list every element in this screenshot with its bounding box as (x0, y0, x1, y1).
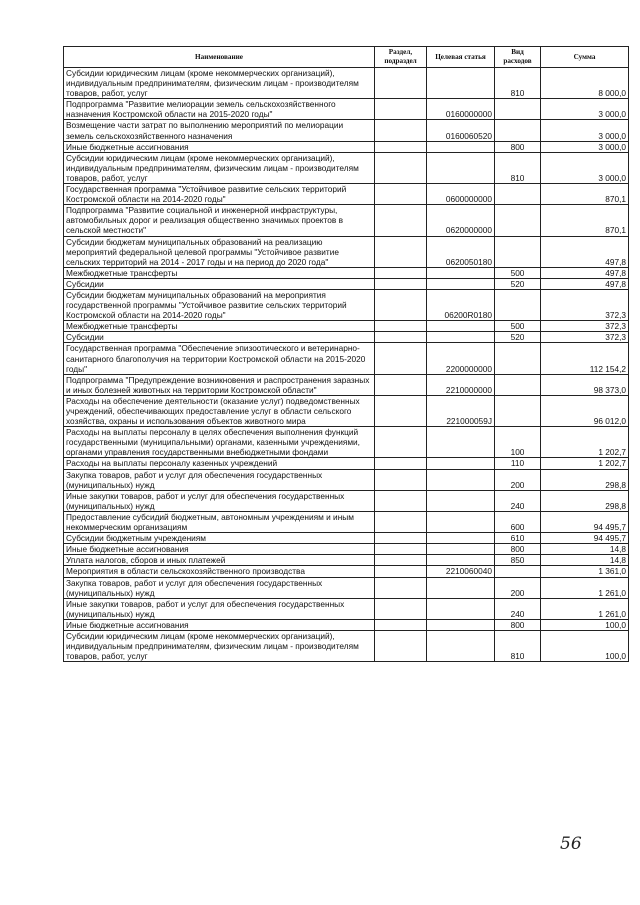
cell-name: Расходы на обеспечение деятельности (оказание услуг) подведомственных учреждений, обеспечивающих предоставление услуг в области сельского хозяйства, охраны и использования объектов животного мира (64, 395, 375, 426)
cell-amount: 298,8 (541, 469, 629, 490)
table-row (64, 544, 629, 555)
cell-section (375, 289, 427, 320)
cell-amount: 372,3 (541, 321, 629, 332)
table-row (64, 511, 629, 532)
cell-type: 240 (495, 598, 541, 619)
cell-section (375, 427, 427, 458)
cell-type (495, 374, 541, 395)
cell-type: 200 (495, 469, 541, 490)
cell-code (427, 544, 495, 555)
cell-code: 0160060520 (427, 120, 495, 141)
cell-section (375, 236, 427, 267)
cell-name: Иные бюджетные ассигнования (64, 141, 375, 152)
cell-code (427, 267, 495, 278)
table-row (64, 184, 629, 205)
cell-type (495, 289, 541, 320)
cell-name: Субсидии бюджетным учреждениям (64, 533, 375, 544)
cell-code: 2210060040 (427, 566, 495, 577)
cell-section (375, 267, 427, 278)
cell-name: Иные бюджетные ассигнования (64, 619, 375, 630)
cell-type: 800 (495, 544, 541, 555)
budget-table (63, 46, 629, 662)
table-row (64, 120, 629, 141)
table-row (64, 490, 629, 511)
cell-name: Субсидии юридическим лицам (кроме некоммерческих организаций), индивидуальным предпринимателям, физическим лицам - производителям товаров, работ, услуг (64, 68, 375, 99)
table-row (64, 395, 629, 426)
cell-code: 2200000000 (427, 343, 495, 374)
cell-type (495, 395, 541, 426)
cell-amount: 94 495,7 (541, 533, 629, 544)
cell-type: 520 (495, 332, 541, 343)
cell-name: Субсидии (64, 332, 375, 343)
cell-name: Субсидии бюджетам муниципальных образований на реализацию мероприятий федеральной целевой программы "Устойчивое развитие сельских территорий на 2014 - 2017 годы и на период до 2020 года" (64, 236, 375, 267)
cell-amount: 870,1 (541, 205, 629, 236)
cell-code (427, 598, 495, 619)
header-name: Наименование (64, 47, 375, 68)
cell-code (427, 469, 495, 490)
cell-amount: 497,8 (541, 236, 629, 267)
page-number: 56 (560, 834, 582, 854)
cell-code: 221000059J (427, 395, 495, 426)
cell-code: 0620000000 (427, 205, 495, 236)
table-row (64, 289, 629, 320)
cell-code: 0600000000 (427, 184, 495, 205)
cell-code (427, 490, 495, 511)
cell-amount: 3 000,0 (541, 120, 629, 141)
table-row (64, 566, 629, 577)
cell-name: Мероприятия в области сельскохозяйственного производства (64, 566, 375, 577)
table-row (64, 427, 629, 458)
cell-section (375, 68, 427, 99)
cell-type (495, 120, 541, 141)
cell-type: 610 (495, 533, 541, 544)
cell-type: 110 (495, 458, 541, 469)
cell-amount: 870,1 (541, 184, 629, 205)
cell-amount: 98 373,0 (541, 374, 629, 395)
table-row (64, 343, 629, 374)
cell-section (375, 598, 427, 619)
cell-amount: 1 261,0 (541, 598, 629, 619)
table-row (64, 141, 629, 152)
cell-amount: 298,8 (541, 490, 629, 511)
cell-amount: 8 000,0 (541, 68, 629, 99)
cell-section (375, 533, 427, 544)
cell-section (375, 555, 427, 566)
cell-amount: 1 202,7 (541, 427, 629, 458)
cell-type: 500 (495, 321, 541, 332)
table-row (64, 577, 629, 598)
cell-section (375, 99, 427, 120)
cell-section (375, 321, 427, 332)
cell-section (375, 184, 427, 205)
table-row (64, 236, 629, 267)
cell-code (427, 630, 495, 661)
cell-section (375, 469, 427, 490)
cell-name: Подпрограмма "Развитие социальной и инженерной инфраструктуры, автомобильных дорог и реализация общественно значимых проектов в сельской местности" (64, 205, 375, 236)
table-row (64, 278, 629, 289)
cell-code (427, 321, 495, 332)
cell-amount: 100,0 (541, 630, 629, 661)
cell-name: Субсидии юридическим лицам (кроме некоммерческих организаций), индивидуальным предпринимателям, физическим лицам - производителям товаров, работ, услуг (64, 152, 375, 183)
cell-code (427, 68, 495, 99)
table-row (64, 630, 629, 661)
table-row (64, 598, 629, 619)
cell-amount: 372,3 (541, 332, 629, 343)
cell-type: 800 (495, 619, 541, 630)
cell-amount: 3 000,0 (541, 152, 629, 183)
table-row (64, 99, 629, 120)
cell-type: 200 (495, 577, 541, 598)
cell-section (375, 544, 427, 555)
table-row (64, 469, 629, 490)
cell-amount: 1 202,7 (541, 458, 629, 469)
cell-name: Предоставление субсидий бюджетным, автономным учреждениям и иным некоммерческим организациям (64, 511, 375, 532)
cell-section (375, 630, 427, 661)
cell-section (375, 141, 427, 152)
cell-code (427, 511, 495, 532)
cell-type (495, 205, 541, 236)
cell-type: 810 (495, 152, 541, 183)
cell-name: Закупка товаров, работ и услуг для обеспечения государственных (муниципальных) нужд (64, 577, 375, 598)
cell-amount: 3 000,0 (541, 141, 629, 152)
cell-name: Возмещение части затрат по выполнению мероприятий по мелиорации земель сельскохозяйственного назначения (64, 120, 375, 141)
table-row (64, 555, 629, 566)
cell-amount: 1 261,0 (541, 577, 629, 598)
cell-section (375, 490, 427, 511)
header-section: Раздел, подраздел (375, 47, 427, 68)
cell-code (427, 458, 495, 469)
cell-section (375, 152, 427, 183)
cell-amount: 3 000,0 (541, 99, 629, 120)
cell-name: Субсидии (64, 278, 375, 289)
cell-amount: 112 154,2 (541, 343, 629, 374)
cell-section (375, 374, 427, 395)
cell-type: 810 (495, 630, 541, 661)
cell-code (427, 619, 495, 630)
cell-amount: 100,0 (541, 619, 629, 630)
cell-code (427, 332, 495, 343)
table-row (64, 458, 629, 469)
table-body (64, 68, 629, 662)
cell-type (495, 99, 541, 120)
cell-name: Подпрограмма "Развитие мелиорации земель сельскохозяйственного назначения Костромской области на 2015-2020 годы" (64, 99, 375, 120)
cell-type: 240 (495, 490, 541, 511)
cell-code: 2210000000 (427, 374, 495, 395)
cell-code (427, 152, 495, 183)
table-row (64, 533, 629, 544)
cell-section (375, 278, 427, 289)
cell-type (495, 343, 541, 374)
cell-code (427, 555, 495, 566)
cell-name: Расходы на выплаты персоналу в целях обеспечения выполнения функций государственными (муниципальными) органами, казенными учреждениями, органами управления государственными внебюджетными фондами (64, 427, 375, 458)
cell-code (427, 577, 495, 598)
cell-type: 600 (495, 511, 541, 532)
cell-section (375, 511, 427, 532)
cell-name: Расходы на выплаты персоналу казенных учреждений (64, 458, 375, 469)
cell-code (427, 141, 495, 152)
cell-section (375, 205, 427, 236)
cell-amount: 497,8 (541, 267, 629, 278)
cell-type (495, 236, 541, 267)
cell-section (375, 566, 427, 577)
cell-name: Субсидии бюджетам муниципальных образований на мероприятия государственной программы "Устойчивое развитие сельских территорий Костромской области на 2014-2020 годы" (64, 289, 375, 320)
cell-name: Субсидии юридическим лицам (кроме некоммерческих организаций), индивидуальным предпринимателям, физическим лицам - производителям товаров, работ, услуг (64, 630, 375, 661)
cell-name: Закупка товаров, работ и услуг для обеспечения государственных (муниципальных) нужд (64, 469, 375, 490)
cell-code: 0160000000 (427, 99, 495, 120)
table-row (64, 152, 629, 183)
cell-section (375, 343, 427, 374)
cell-name: Иные закупки товаров, работ и услуг для обеспечения государственных (муниципальных) нужд (64, 490, 375, 511)
cell-amount: 1 361,0 (541, 566, 629, 577)
header-target: Целевая статья (427, 47, 495, 68)
cell-type: 520 (495, 278, 541, 289)
header-amount: Сумма (541, 47, 629, 68)
cell-amount: 94 495,7 (541, 511, 629, 532)
cell-type: 500 (495, 267, 541, 278)
cell-code: 0620050180 (427, 236, 495, 267)
table-row (64, 205, 629, 236)
cell-type: 810 (495, 68, 541, 99)
table-row (64, 321, 629, 332)
table-row (64, 619, 629, 630)
cell-amount: 14,8 (541, 544, 629, 555)
table-row (64, 332, 629, 343)
cell-section (375, 395, 427, 426)
cell-type: 100 (495, 427, 541, 458)
header-expense-type: Вид расходов (495, 47, 541, 68)
cell-code (427, 427, 495, 458)
cell-type (495, 184, 541, 205)
cell-type: 850 (495, 555, 541, 566)
cell-name: Иные закупки товаров, работ и услуг для обеспечения государственных (муниципальных) нужд (64, 598, 375, 619)
cell-amount: 14,8 (541, 555, 629, 566)
table-row (64, 267, 629, 278)
cell-name: Межбюджетные трансферты (64, 321, 375, 332)
cell-code: 06200R0180 (427, 289, 495, 320)
cell-type: 800 (495, 141, 541, 152)
cell-section (375, 458, 427, 469)
cell-name: Подпрограмма "Предупреждение возникновения и распространения заразных и иных болезней животных на территории Костромской области" (64, 374, 375, 395)
cell-section (375, 332, 427, 343)
cell-type (495, 566, 541, 577)
cell-name: Государственная программа "Устойчивое развитие сельских территорий Костромской области на 2014-2020 годы" (64, 184, 375, 205)
cell-section (375, 577, 427, 598)
cell-section (375, 120, 427, 141)
table-header-row (64, 47, 629, 68)
cell-amount: 372,3 (541, 289, 629, 320)
cell-name: Уплата налогов, сборов и иных платежей (64, 555, 375, 566)
table-row (64, 68, 629, 99)
cell-name: Государственная программа "Обеспечение эпизоотического и ветеринарно-санитарного благополучия на территории Костромской области на 2015-2020 годы" (64, 343, 375, 374)
cell-code (427, 533, 495, 544)
cell-code (427, 278, 495, 289)
cell-amount: 96 012,0 (541, 395, 629, 426)
cell-section (375, 619, 427, 630)
cell-name: Иные бюджетные ассигнования (64, 544, 375, 555)
table-row (64, 374, 629, 395)
cell-name: Межбюджетные трансферты (64, 267, 375, 278)
cell-amount: 497,8 (541, 278, 629, 289)
